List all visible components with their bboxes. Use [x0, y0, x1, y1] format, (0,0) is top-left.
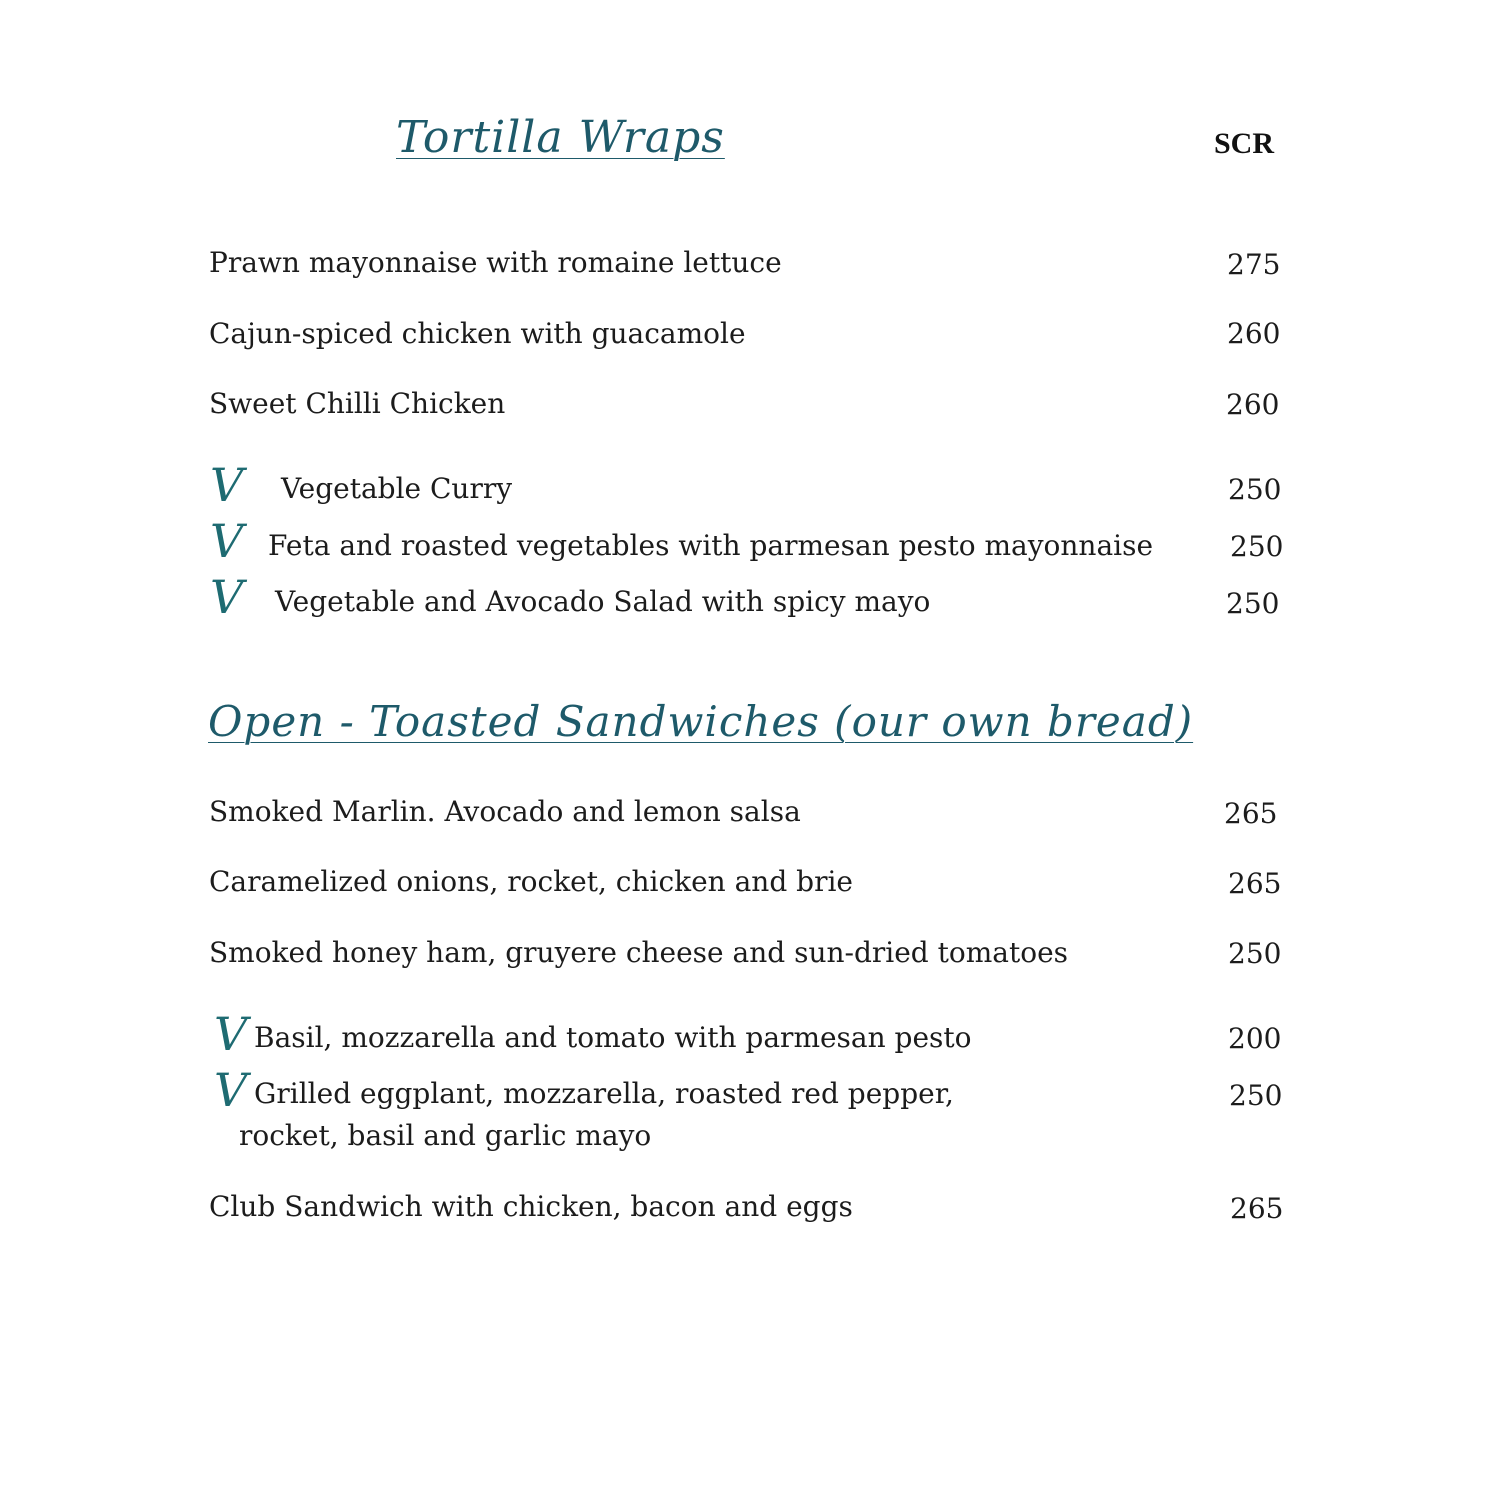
menu-item-price: 250	[1228, 473, 1282, 506]
vegetarian-icon: V	[214, 1007, 248, 1061]
menu-item-name: Smoked honey ham, gruyere cheese and sun-dried tomatoes	[209, 936, 1069, 969]
menu-item-name: Sweet Chilli Chicken	[209, 387, 506, 420]
menu-item-price: 260	[1227, 317, 1281, 350]
menu-item-price: 265	[1228, 867, 1282, 900]
menu-item-name: Basil, mozzarella and tomato with parmesan pesto	[254, 1021, 972, 1054]
menu-item-price: 265	[1230, 1192, 1284, 1225]
menu-item-name: Club Sandwich with chicken, bacon and eggs	[209, 1190, 853, 1223]
menu-item-name: Feta and roasted vegetables with parmesan pesto mayonnaise	[268, 529, 1154, 562]
menu-item-name: Cajun-spiced chicken with guacamole	[209, 317, 746, 350]
currency-label: SCR	[1214, 127, 1275, 160]
vegetarian-icon: V	[210, 458, 244, 512]
menu-item-price: 275	[1227, 248, 1281, 281]
section-title-tortilla-wraps: Tortilla Wraps	[396, 112, 725, 163]
vegetarian-icon: V	[214, 1063, 248, 1117]
menu-item-price: 250	[1228, 937, 1282, 970]
menu-item-price: 200	[1228, 1022, 1282, 1055]
menu-item-name: Caramelized onions, rocket, chicken and brie	[209, 865, 853, 898]
menu-item-price: 260	[1226, 388, 1280, 421]
menu-item-name: Grilled eggplant, mozzarella, roasted red pepper,	[254, 1077, 954, 1110]
vegetarian-icon: V	[210, 570, 244, 624]
menu-item-name: Vegetable and Avocado Salad with spicy mayo	[275, 585, 931, 618]
menu-item-price: 250	[1226, 587, 1280, 620]
menu-item-price: 265	[1224, 797, 1278, 830]
vegetarian-icon: V	[210, 514, 244, 568]
menu-item-name: Smoked Marlin. Avocado and lemon salsa	[209, 795, 801, 828]
menu-item-price: 250	[1229, 1079, 1283, 1112]
menu-item-price: 250	[1230, 530, 1284, 563]
menu-item-name: Prawn mayonnaise with romaine lettuce	[209, 246, 782, 279]
section-title-open-toasted-sandwiches: Open - Toasted Sandwiches (our own bread)	[208, 697, 1194, 746]
menu-item-name-continued: rocket, basil and garlic mayo	[239, 1119, 652, 1152]
menu-item-name: Vegetable Curry	[281, 472, 513, 505]
